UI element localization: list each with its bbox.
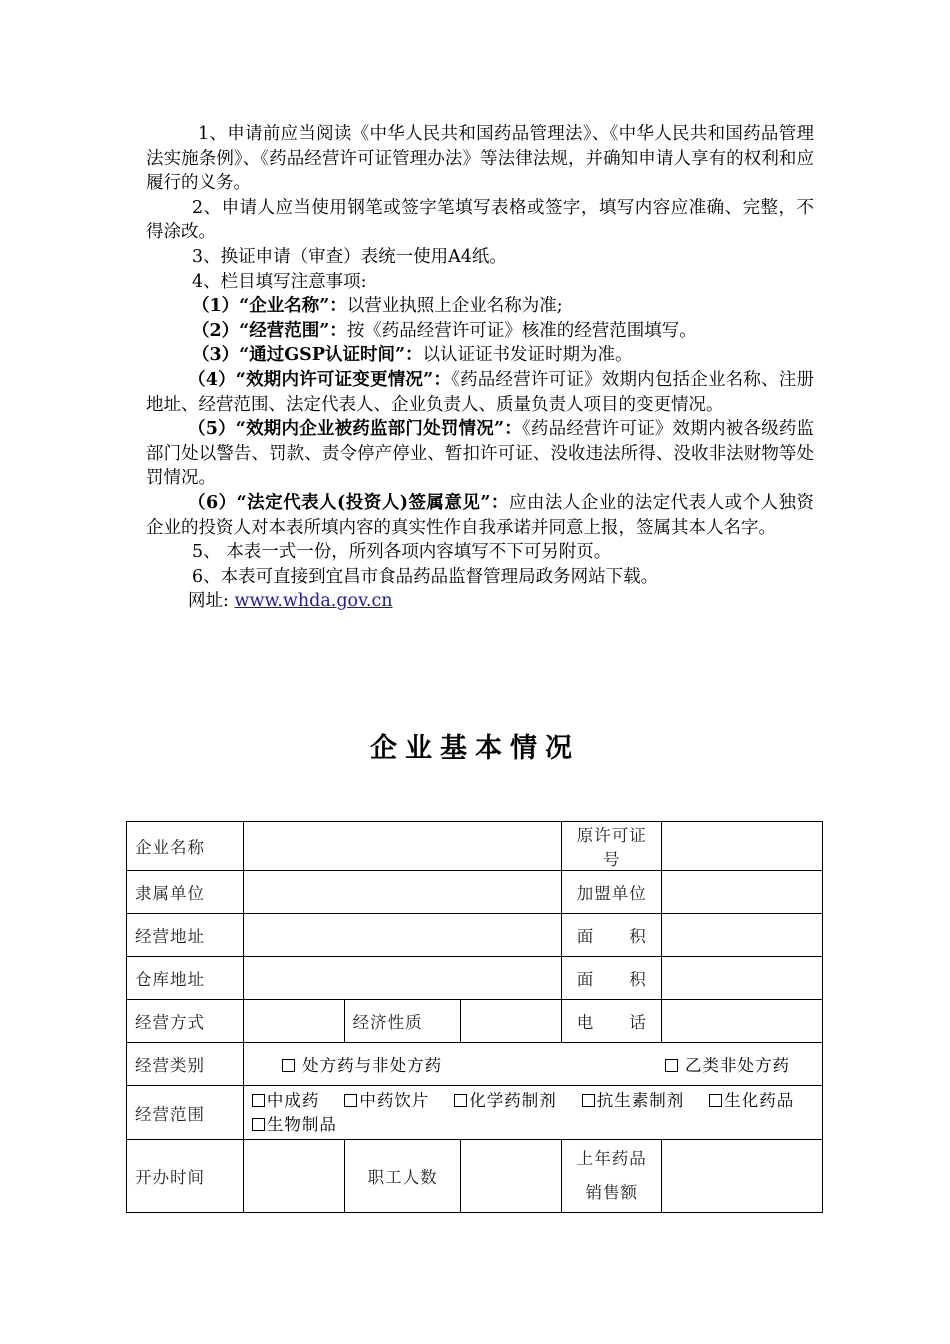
website-label: 网址: (188, 591, 229, 612)
business-scope-label: 经营范围 (127, 1086, 244, 1140)
warehouse-address-field[interactable] (243, 957, 561, 1000)
checkbox-icon[interactable] (252, 1094, 265, 1107)
last-year-sales-label-line1: 上年药品 (576, 1149, 647, 1168)
opening-time-field[interactable] (243, 1140, 344, 1213)
franchise-unit-label: 加盟单位 (562, 871, 662, 914)
table-row (127, 1043, 823, 1086)
note-item-1-title: （1）“企业名称”： (192, 296, 347, 317)
note-item-3-text: 以认证证书发证时期为准。 (422, 345, 633, 366)
category-option-rx[interactable] (282, 1056, 442, 1075)
table-row (127, 822, 823, 871)
note-item-3 (146, 343, 814, 368)
note-item-2-text: 按《药品经营许可证》核准的经营范围填写。 (346, 320, 697, 341)
business-category-label: 经营类别 (127, 1043, 244, 1086)
scope-option: 中成药 (266, 1090, 320, 1110)
scope-option: 抗生素制剂 (596, 1090, 685, 1110)
note-item-3-title: （3）“通过GSP认证时间”： (192, 345, 423, 366)
instructions (146, 122, 814, 614)
category-option-otc[interactable] (665, 1052, 790, 1076)
note-2: 2、申请人应当使用钢笔或签字笔填写表格或签字，填写内容应准确、完整，不得涂改。 (146, 197, 814, 243)
form-title: 企业基本情况 (370, 733, 580, 764)
last-year-sales-label (562, 1140, 662, 1213)
business-category-options (243, 1043, 822, 1086)
checkbox-icon[interactable] (582, 1094, 595, 1107)
note-item-6 (146, 491, 814, 540)
economic-nature-field[interactable] (461, 1000, 562, 1043)
scope-option: 化学药制剂 (469, 1090, 557, 1110)
warehouse-area-field[interactable] (662, 957, 823, 1000)
business-mode-label: 经营方式 (127, 1000, 244, 1043)
company-name-label: 企业名称 (127, 822, 244, 871)
table-row (127, 1000, 823, 1043)
business-mode-field[interactable] (243, 1000, 344, 1043)
last-year-sales-field[interactable] (662, 1140, 823, 1213)
orig-license-field[interactable] (662, 822, 823, 871)
staff-count-label: 职工人数 (344, 1140, 461, 1213)
warehouse-address-label: 仓库地址 (127, 957, 244, 1000)
company-name-field[interactable] (243, 822, 561, 871)
table-row (127, 957, 823, 1000)
checkbox-icon[interactable] (252, 1118, 265, 1131)
checkbox-icon[interactable] (665, 1059, 678, 1072)
note-item-4-text: 《药品经营许可证》效期内包括企业名称、注册地址、经营范围、法定代表人、企业负责人、质量负责人项目的变更情况。 (146, 369, 815, 415)
scope-option: 生化药品 (724, 1090, 795, 1110)
note-item-5-text: 《药品经营许可证》效期内被各级药监部门处以警告、罚款、责令停产停业、暂扣许可证、没收违法所得、没收非法财物等处罚情况。 (146, 419, 815, 489)
company-info-table (126, 821, 823, 1213)
franchise-unit-field[interactable] (662, 871, 823, 914)
table-row (127, 1086, 823, 1140)
note-item-5 (146, 417, 814, 491)
note-item-2 (146, 319, 814, 344)
checkbox-icon[interactable] (344, 1094, 357, 1107)
note-item-2-title: （2）“经营范围”： (192, 320, 347, 341)
note-item-4-title: （4）“效期内许可证变更情况”： (188, 369, 452, 390)
checkbox-icon[interactable] (709, 1094, 722, 1107)
table-row (127, 1140, 823, 1213)
business-scope-options (243, 1086, 822, 1140)
note-6: 6、本表可直接到宜昌市食品药品监督管理局政务网站下载。 (192, 566, 659, 587)
scope-option: 中药饮片 (359, 1090, 430, 1110)
scope-option: 生物制品 (266, 1114, 337, 1134)
last-year-sales-label-line2: 销售额 (585, 1183, 639, 1202)
note-3: 3、换证申请（审查）表统一使用A4纸。 (192, 246, 507, 267)
opening-time-label: 开办时间 (127, 1140, 244, 1213)
category-option-otc-label: 乙类非处方药 (685, 1056, 790, 1075)
website-line (146, 589, 814, 614)
area-label: 面 积 (562, 914, 662, 957)
orig-license-label: 原许可证号 (562, 822, 662, 871)
note-item-4 (146, 368, 814, 417)
phone-label: 电 话 (562, 1000, 662, 1043)
warehouse-area-label: 面 积 (562, 957, 662, 1000)
category-option-rx-label: 处方药与非处方药 (302, 1056, 443, 1075)
note-5: 5、 本表一式一份，所列各项内容填写不下可另附页。 (192, 542, 612, 563)
note-4: 4、栏目填写注意事项: (192, 271, 367, 292)
business-address-field[interactable] (243, 914, 561, 957)
affiliated-unit-label: 隶属单位 (127, 871, 244, 914)
table-row (127, 871, 823, 914)
business-address-label: 经营地址 (127, 914, 244, 957)
note-1: 1、申请前应当阅读《中华人民共和国药品管理法》、《中华人民共和国药品管理法实施条例》、《药品经营许可证管理办法》等法律法规，并确知申请人享有的权利和应履行的义务。 (146, 124, 814, 194)
checkbox-icon[interactable] (282, 1059, 295, 1072)
phone-field[interactable] (662, 1000, 823, 1043)
note-item-1 (146, 294, 814, 319)
economic-nature-label: 经济性质 (344, 1000, 461, 1043)
note-item-1-text: 以营业执照上企业名称为准; (346, 296, 563, 317)
checkbox-icon[interactable] (454, 1094, 467, 1107)
table-row (127, 914, 823, 957)
website-link[interactable]: www.whda.gov.cn (234, 591, 393, 612)
staff-count-field[interactable] (461, 1140, 562, 1213)
note-item-5-title: （5）“效期内企业被药监部门处罚情况”： (188, 419, 522, 440)
area-field[interactable] (662, 914, 823, 957)
affiliated-unit-field[interactable] (243, 871, 561, 914)
note-item-6-title: （6）“法定代表人(投资人)签属意见”： (188, 492, 509, 513)
note-item-6-text: 应由法人企业的法定代表人或个人独资企业的投资人对本表所填内容的真实性作自我承诺并同意上报，签属其本人名字。 (146, 492, 815, 538)
